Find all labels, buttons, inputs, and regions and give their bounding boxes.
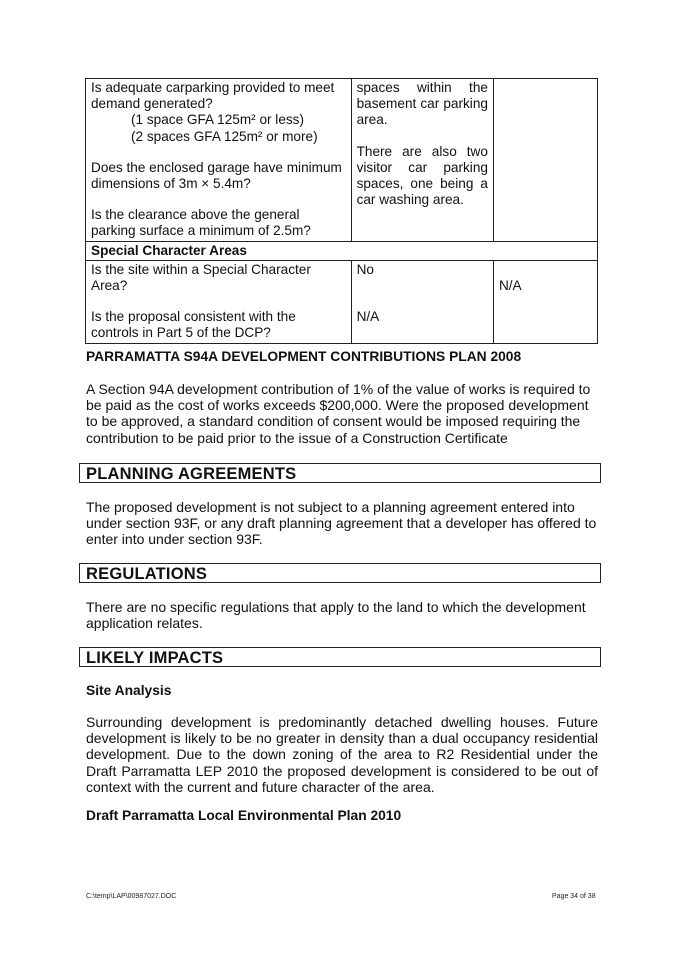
table-row [86, 260, 598, 343]
parking-answer-2: There are also two visitor car parking spaces, one being a car washing area. [356, 143, 488, 208]
parking-question-3: Is the clearance above the general parking surface a minimum of 2.5m? [91, 207, 311, 239]
special-answer-1: No [356, 261, 374, 277]
special-comment: N/A [498, 277, 522, 293]
lep-heading: Draft Parramatta Local Environmental Plan 2010 [86, 808, 402, 823]
special-question-1: Is the site within a Special Character Area? [91, 261, 311, 294]
contributions-heading: PARRAMATTA S94A DEVELOPMENT CONTRIBUTIONS PLAN 2008 [86, 349, 522, 364]
answer-cell [351, 260, 493, 343]
compliance-table [85, 78, 598, 344]
special-answer-2: N/A [356, 309, 380, 325]
impacts-heading: LIKELY IMPACTS [79, 647, 601, 667]
contributions-body: A Section 94A development contribution of 1% of the value of works is required to be paid as the cost of works exceeds $200,000. Were the proposed development to be approved, a standard condition of consent would be imposed requiring the contribution to be paid prior to the issue of a Construction Certificate [86, 381, 591, 446]
section-row [86, 241, 598, 260]
footer-page-number: Page 34 of 38 [552, 893, 596, 900]
parking-question-1: Is adequate carparking provided to meet demand generated? [91, 80, 335, 112]
question-cell [86, 260, 352, 343]
answer-cell [351, 79, 493, 242]
regulations-body: There are no specific regulations that apply to the land to which the development application relates. [86, 599, 586, 632]
site-analysis-body: Surrounding development is predominantly detached dwelling houses. Future development is likely to be no greater in density than a dual occupancy residential development. Due to the down zoning of the area to R2 Residential under the Draft Parramatta LEP 2010 the proposed development is considered to be out of context with the current and future character of the area. [86, 714, 598, 795]
comment-cell [493, 79, 597, 242]
section-title: Special Character Areas [86, 241, 598, 260]
parking-question-1b: (2 spaces GFA 125m² or more) [131, 128, 318, 144]
table-row [86, 79, 598, 242]
planning-body: The proposed development is not subject to a planning agreement entered into under section 93F, or any draft planning agreement that a developer has offered to enter into under section 93F. [86, 499, 597, 548]
parking-question-1a: (1 space GFA 125m² or less) [131, 112, 305, 128]
regulations-heading: REGULATIONS [79, 563, 601, 583]
special-question-2: Is the proposal consistent with the controls in Part 5 of the DCP? [91, 309, 296, 341]
footer-file-path: C:\temp\LAP\00987027.DOC [86, 893, 177, 900]
comment-cell [493, 260, 597, 343]
parking-question-2: Does the enclosed garage have minimum dimensions of 3m × 5.4m? [91, 159, 342, 192]
parking-answer-1: spaces within the basement car parking area. [356, 80, 488, 128]
site-analysis-heading: Site Analysis [86, 683, 172, 698]
question-cell [86, 79, 352, 242]
planning-heading: PLANNING AGREEMENTS [79, 463, 601, 483]
